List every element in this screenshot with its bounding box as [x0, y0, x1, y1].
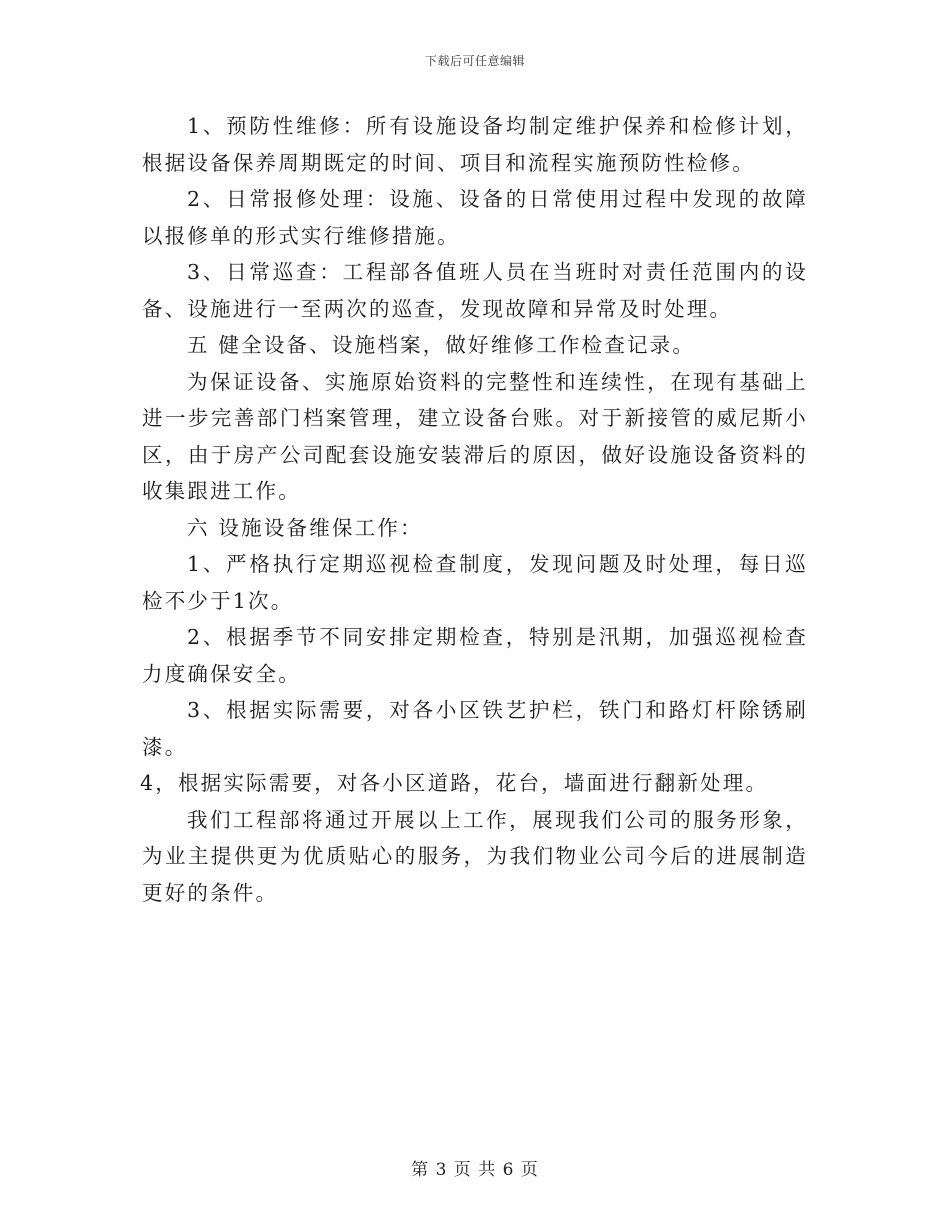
paragraph-patrol-system: 1、严格执行定期巡视检查制度，发现问题及时处理，每日巡检不少于1次。 — [142, 552, 808, 613]
page-number: 第 3 页 共 6 页 — [411, 1160, 539, 1180]
section-heading-six: 六 设施设备维保工作： — [187, 515, 423, 540]
paragraph-seasonal-check: 2、根据季节不同安排定期检查，特别是汛期，加强巡视检查力度确保安全。 — [142, 625, 808, 686]
paragraph-preventive-maintenance: 1、预防性维修：所有设施设备均制定维护保养和检修计划，根据设备保养周期既定的时间、项目和流程实施预防性检修。 — [142, 114, 808, 175]
page-header: 下载后可任意编辑 — [424, 54, 525, 68]
paragraph-renovation: 4，根据实际需要，对各小区道路，花台，墙面进行翻新处理。 — [140, 771, 769, 795]
paragraph-rust-removal: 3、根据实际需要，对各小区铁艺护栏，铁门和路灯杆除锈刷漆。 — [142, 698, 808, 759]
paragraph-archives: 为保证设备、实施原始资料的完整性和连续性，在现有基础上进一步完善部门档案管理，建立设备台账。对于新接管的威尼斯小区，由于房产公司配套设施安装滞后的原因，做好设施设备资料的收集跟进工作。 — [142, 369, 808, 503]
paragraph-daily-inspection: 3、日常巡查：工程部各值班人员在当班时对责任范围内的设备、设施进行一至两次的巡查，发现故障和异常及时处理。 — [142, 260, 808, 321]
paragraph-conclusion: 我们工程部将通过开展以上工作，展现我们公司的服务形象，为业主提供更为优质贴心的服务，为我们物业公司今后的进展制造更好的条件。 — [142, 807, 808, 905]
document-body — [142, 108, 808, 911]
section-heading-five: 五 健全设备、设施档案，做好维修工作检查记录。 — [187, 333, 696, 357]
paragraph-daily-repair: 2、日常报修处理：设施、设备的日常使用过程中发现的故障以报修单的形式实行维修措施。 — [142, 187, 808, 248]
